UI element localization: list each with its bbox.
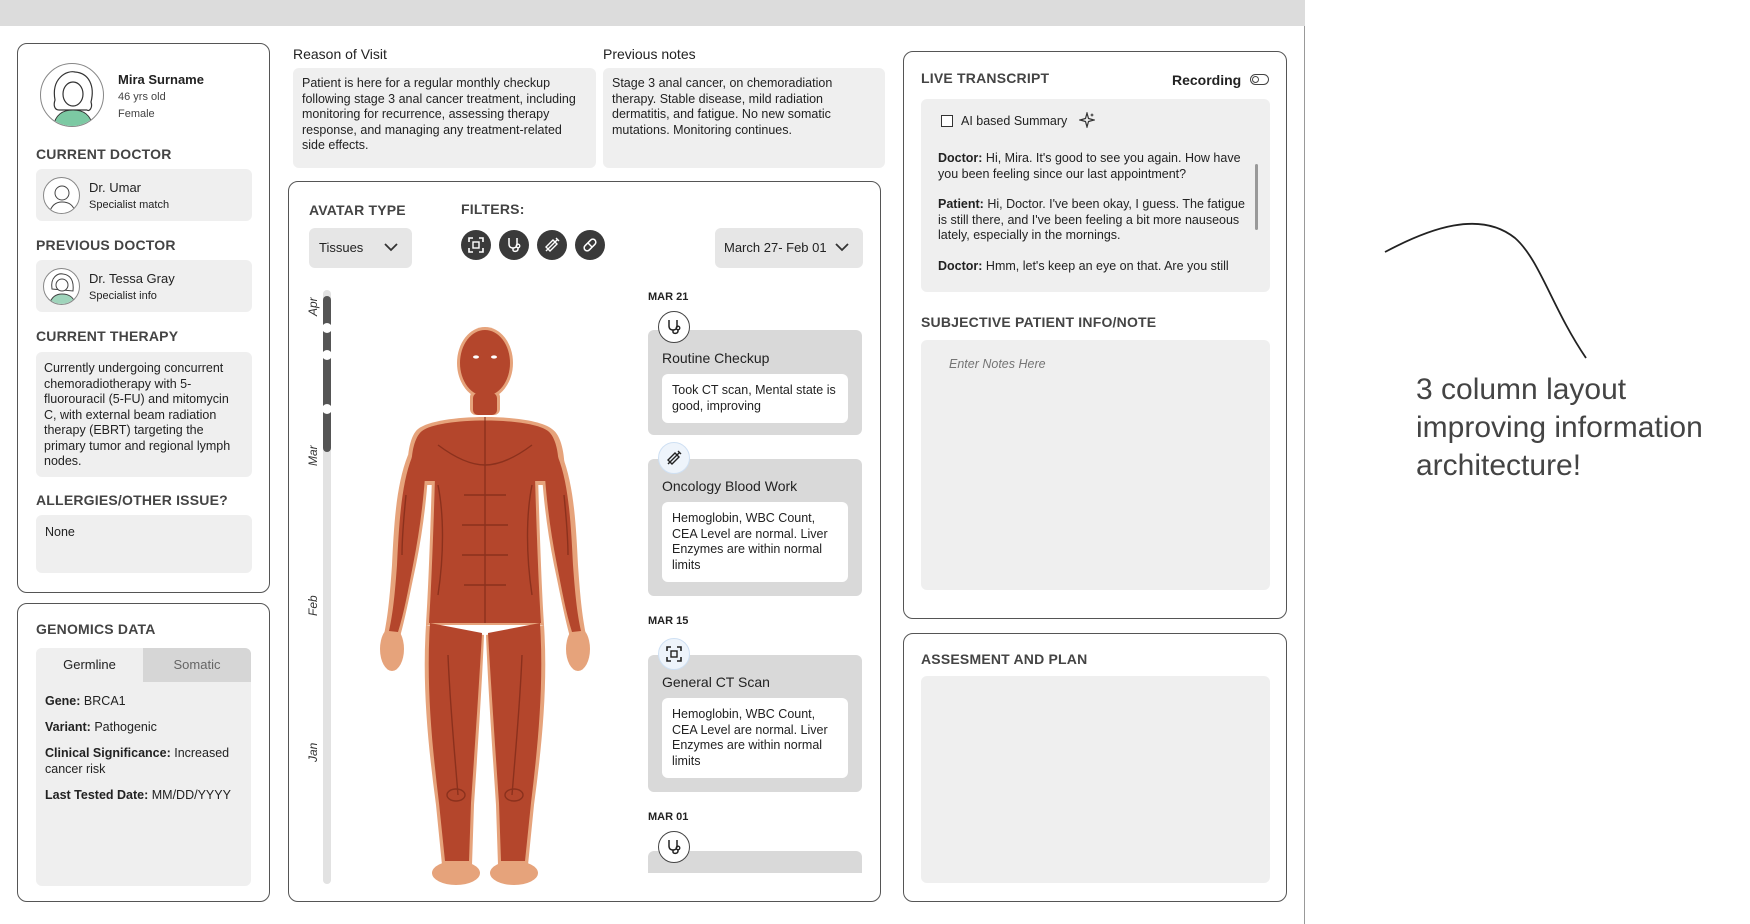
subjective-notes-input[interactable]	[921, 340, 1270, 590]
genomics-header: GENOMICS DATA	[36, 621, 156, 637]
genomics-field-gene: Gene: BRCA1	[45, 694, 126, 708]
assessment-input[interactable]	[921, 676, 1270, 883]
avatar-type-select[interactable]	[309, 228, 412, 268]
assessment-header: ASSESMENT AND PLAN	[921, 651, 1088, 667]
timeline-handle[interactable]	[322, 404, 332, 414]
chevron-down-icon	[383, 241, 399, 253]
filter-scan-icon[interactable]	[461, 230, 491, 260]
transcript-line: Doctor: Hi, Mira. It's good to see you again. How have you been feeling since our last appointment?	[938, 151, 1241, 181]
patient-age: 46 yrs old	[118, 91, 166, 103]
transcript-lines	[938, 151, 1248, 279]
tab-germline[interactable]: Germline	[36, 648, 143, 682]
stethoscope-icon	[658, 311, 690, 343]
event-note: Hemoglobin, WBC Count, CEA Level are normal. Liver Enzymes are within normal limits	[662, 502, 848, 582]
current-doctor-avatar	[43, 177, 80, 214]
transcript-scrollbar[interactable]	[1255, 164, 1258, 230]
timeline-handle[interactable]	[322, 323, 332, 333]
timeline-handle[interactable]	[322, 350, 332, 360]
body-avatar[interactable]	[378, 325, 593, 887]
annotation-text: 3 column layout improving information architecture!	[1416, 373, 1703, 482]
previous-doctor-name: Dr. Tessa Gray	[89, 271, 175, 286]
subjective-header: SUBJECTIVE PATIENT INFO/NOTE	[921, 314, 1157, 330]
event-note: Hemoglobin, WBC Count, CEA Level are normal. Liver Enzymes are within normal limits	[662, 698, 848, 778]
allergies-header: ALLERGIES/OTHER ISSUE?	[36, 492, 228, 508]
patient-gender: Female	[118, 108, 155, 120]
top-bar	[0, 0, 1305, 26]
syringe-icon	[658, 442, 690, 474]
patient-name: Mira Surname	[118, 72, 204, 87]
live-transcript-header: LIVE TRANSCRIPT	[921, 70, 1050, 86]
previous-doctor-avatar	[43, 268, 80, 305]
previous-notes-text: Stage 3 anal cancer, on chemoradiation therapy. Stable disease, mild radiation dermatitis, and fatigue. No new somatic mutations. Monitoring continues.	[603, 68, 885, 168]
allergies-text: None	[36, 515, 252, 573]
filter-syringe-icon[interactable]	[537, 230, 567, 260]
recording-toggle[interactable]	[1250, 74, 1269, 85]
sparkle-icon	[1079, 112, 1095, 128]
date-range-value: March 27- Feb 01	[724, 240, 827, 255]
current-doctor-sub: Specialist match	[89, 199, 170, 211]
toggle-knob	[1252, 76, 1259, 83]
previous-doctor-sub: Specialist info	[89, 290, 157, 302]
timeline-month-jan: Jan	[306, 742, 320, 762]
avatar-type-header: AVATAR TYPE	[309, 202, 406, 218]
annotation-arrow	[1380, 218, 1600, 363]
patient-avatar	[40, 63, 104, 127]
current-therapy-text: Currently undergoing concurrent chemoradiotherapy with 5-fluorouracil (5-FU) and mitomycin C, with external beam radiation therapy (EBRT) targeting the primary tumor and regional lymph nodes.	[36, 352, 252, 477]
previous-notes-header: Previous notes	[603, 46, 696, 62]
transcript-line: Patient: Hi, Doctor. I've been okay, I guess. The fatigue is still there, and I've been feeling a bit more nauseous lately, especially in the mornings.	[938, 197, 1245, 242]
timeline-range[interactable]	[323, 296, 331, 452]
current-doctor-name: Dr. Umar	[89, 180, 141, 195]
timeline-month-mar: Mar	[306, 445, 320, 466]
chevron-down-icon	[834, 241, 850, 253]
event-title: Oncology Blood Work	[662, 478, 798, 494]
timeline-date: MAR 15	[648, 615, 689, 627]
stethoscope-icon	[658, 831, 690, 863]
date-range-select[interactable]	[715, 228, 863, 268]
timeline-month-feb: Feb	[306, 595, 320, 616]
event-title: General CT Scan	[662, 674, 770, 690]
genomics-field-variant: Variant: Pathogenic	[45, 720, 157, 734]
genomics-field-tested-date: Last Tested Date: MM/DD/YYYY	[45, 788, 231, 802]
transcript-line: Doctor: Hmm, let's keep an eye on that. Are you still	[938, 258, 1229, 273]
genomics-field-significance: Clinical Significance: Increased cancer risk	[45, 746, 230, 776]
filter-stethoscope-icon[interactable]	[499, 230, 529, 260]
ai-summary-label: AI based Summary	[961, 114, 1068, 128]
timeline-month-apr: Apr	[306, 297, 320, 316]
event-note: Took CT scan, Mental state is good, improving	[662, 374, 848, 423]
filters-label: FILTERS:	[461, 201, 525, 217]
timeline-date: MAR 01	[648, 811, 689, 823]
recording-label: Recording	[1172, 72, 1242, 88]
patient-card	[17, 43, 270, 593]
tab-somatic[interactable]: Somatic	[143, 648, 251, 682]
previous-doctor-header: PREVIOUS DOCTOR	[36, 237, 176, 253]
filter-pill-icon[interactable]	[575, 230, 605, 260]
event-title: Routine Checkup	[662, 350, 770, 366]
scan-icon	[658, 638, 690, 670]
current-therapy-header: CURRENT THERAPY	[36, 328, 179, 344]
avatar-type-value: Tissues	[319, 240, 364, 255]
ai-summary-checkbox[interactable]	[941, 115, 953, 127]
reason-of-visit-header: Reason of Visit	[293, 46, 387, 62]
timeline-date: MAR 21	[648, 291, 689, 303]
reason-of-visit-text: Patient is here for a regular monthly checkup following stage 3 anal cancer treatment, including monitoring for recurrence, assessing therapy response, and managing any treatment-related side effects.	[293, 68, 596, 168]
current-doctor-header: CURRENT DOCTOR	[36, 146, 172, 162]
